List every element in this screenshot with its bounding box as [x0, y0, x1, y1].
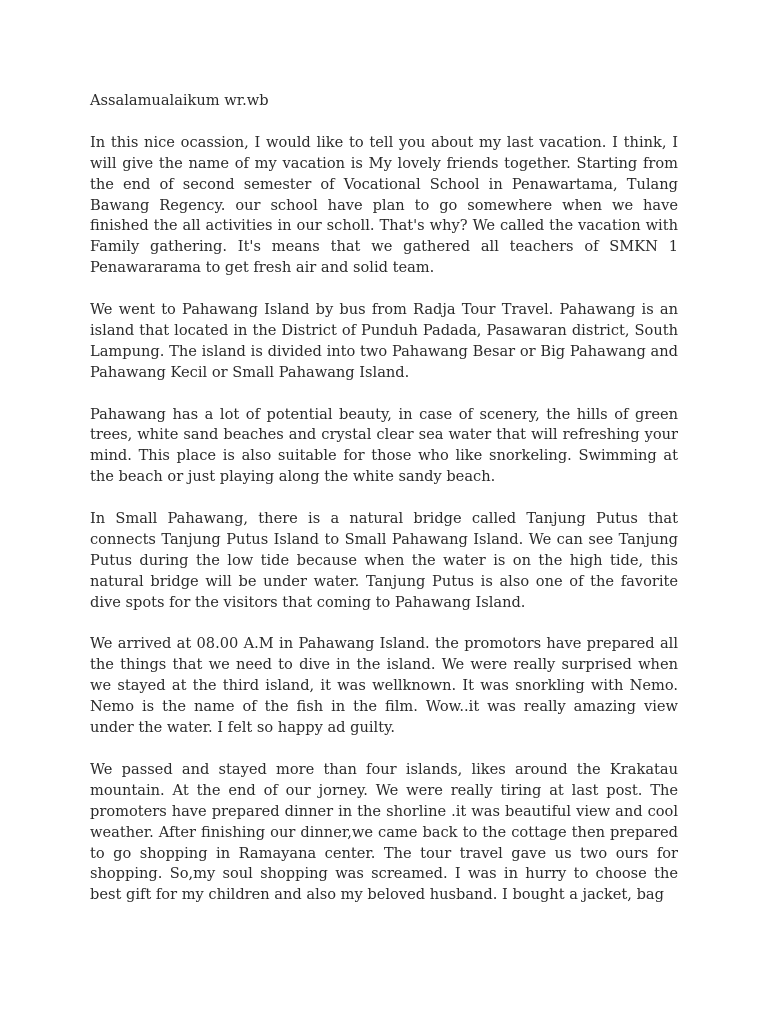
paragraph-pahawang-island: We went to Pahawang Island by bus from Radja Tour Travel. Pahawang is an island that located in the District of Punduh Padada, Pasawaran district, South Lampung. The island is divided into two Pahawang Besar or Big Pahawang and Pahawang Kecil or Small Pahawang Island.	[90, 301, 678, 381]
paragraph-islands-shopping: We passed and stayed more than four islands, likes around the Krakatau mountain. At the end of our jorney. We were really tiring at last post. The promoters have prepared dinner in the shorline .it was beautiful view and cool weather. After finishing our dinner,we came back to the cottage then prepared to go shopping in Ramayana center. The tour travel gave us two ours for shopping. So,my soul shopping was screamed. I was in hurry to choose the best gift for my children and also my beloved husband. I bought a jacket, bag	[90, 760, 678, 904]
paragraph-arrival: We arrived at 08.00 A.M in Pahawang Island. the promotors have prepared all the things that we need to dive in the island. We were really surprised when we stayed at the third island, it was wellknown. It was snorkling with Nemo. Nemo is the name of the fish in the film. Wow..it was really amazing view under the water. I felt so happy ad guilty.	[90, 635, 678, 737]
paragraph-pahawang-beauty: Pahawang has a lot of potential beauty, in case of scenery, the hills of green trees, white sand beaches and crystal clear sea water that will refreshing your mind. This place is also suitable for those who like snorkeling. Swimming at the beach or just playing along the white sandy beach.	[90, 405, 678, 486]
greeting: Assalamualaikum wr.wb	[90, 92, 269, 109]
paragraph-vacation-intro: In this nice ocassion, I would like to tell you about my last vacation. I think, I will give the name of my vacation is My lovely friends together. Starting from the end of second semester of Vocational School in Penawartama, Tulang Bawang Regency. our school have plan to go somewhere when we have finished the all activities in our scholl. That's why? We called the vacation with Family gathering. It's means that we gathered all teachers of SMKN 1 Penawararama to get fresh air and solid team.	[90, 133, 678, 277]
paragraph-tanjung-putus: In Small Pahawang, there is a natural bridge called Tanjung Putus that connects Tanjung Putus Island to Small Pahawang Island. We can see Tanjung Putus during the low tide because when the water is on the high tide, this natural bridge will be under water. Tanjung Putus is also one of the favorite dive spots for the visitors that coming to Pahawang Island.	[90, 510, 678, 611]
document-page	[90, 91, 678, 927]
